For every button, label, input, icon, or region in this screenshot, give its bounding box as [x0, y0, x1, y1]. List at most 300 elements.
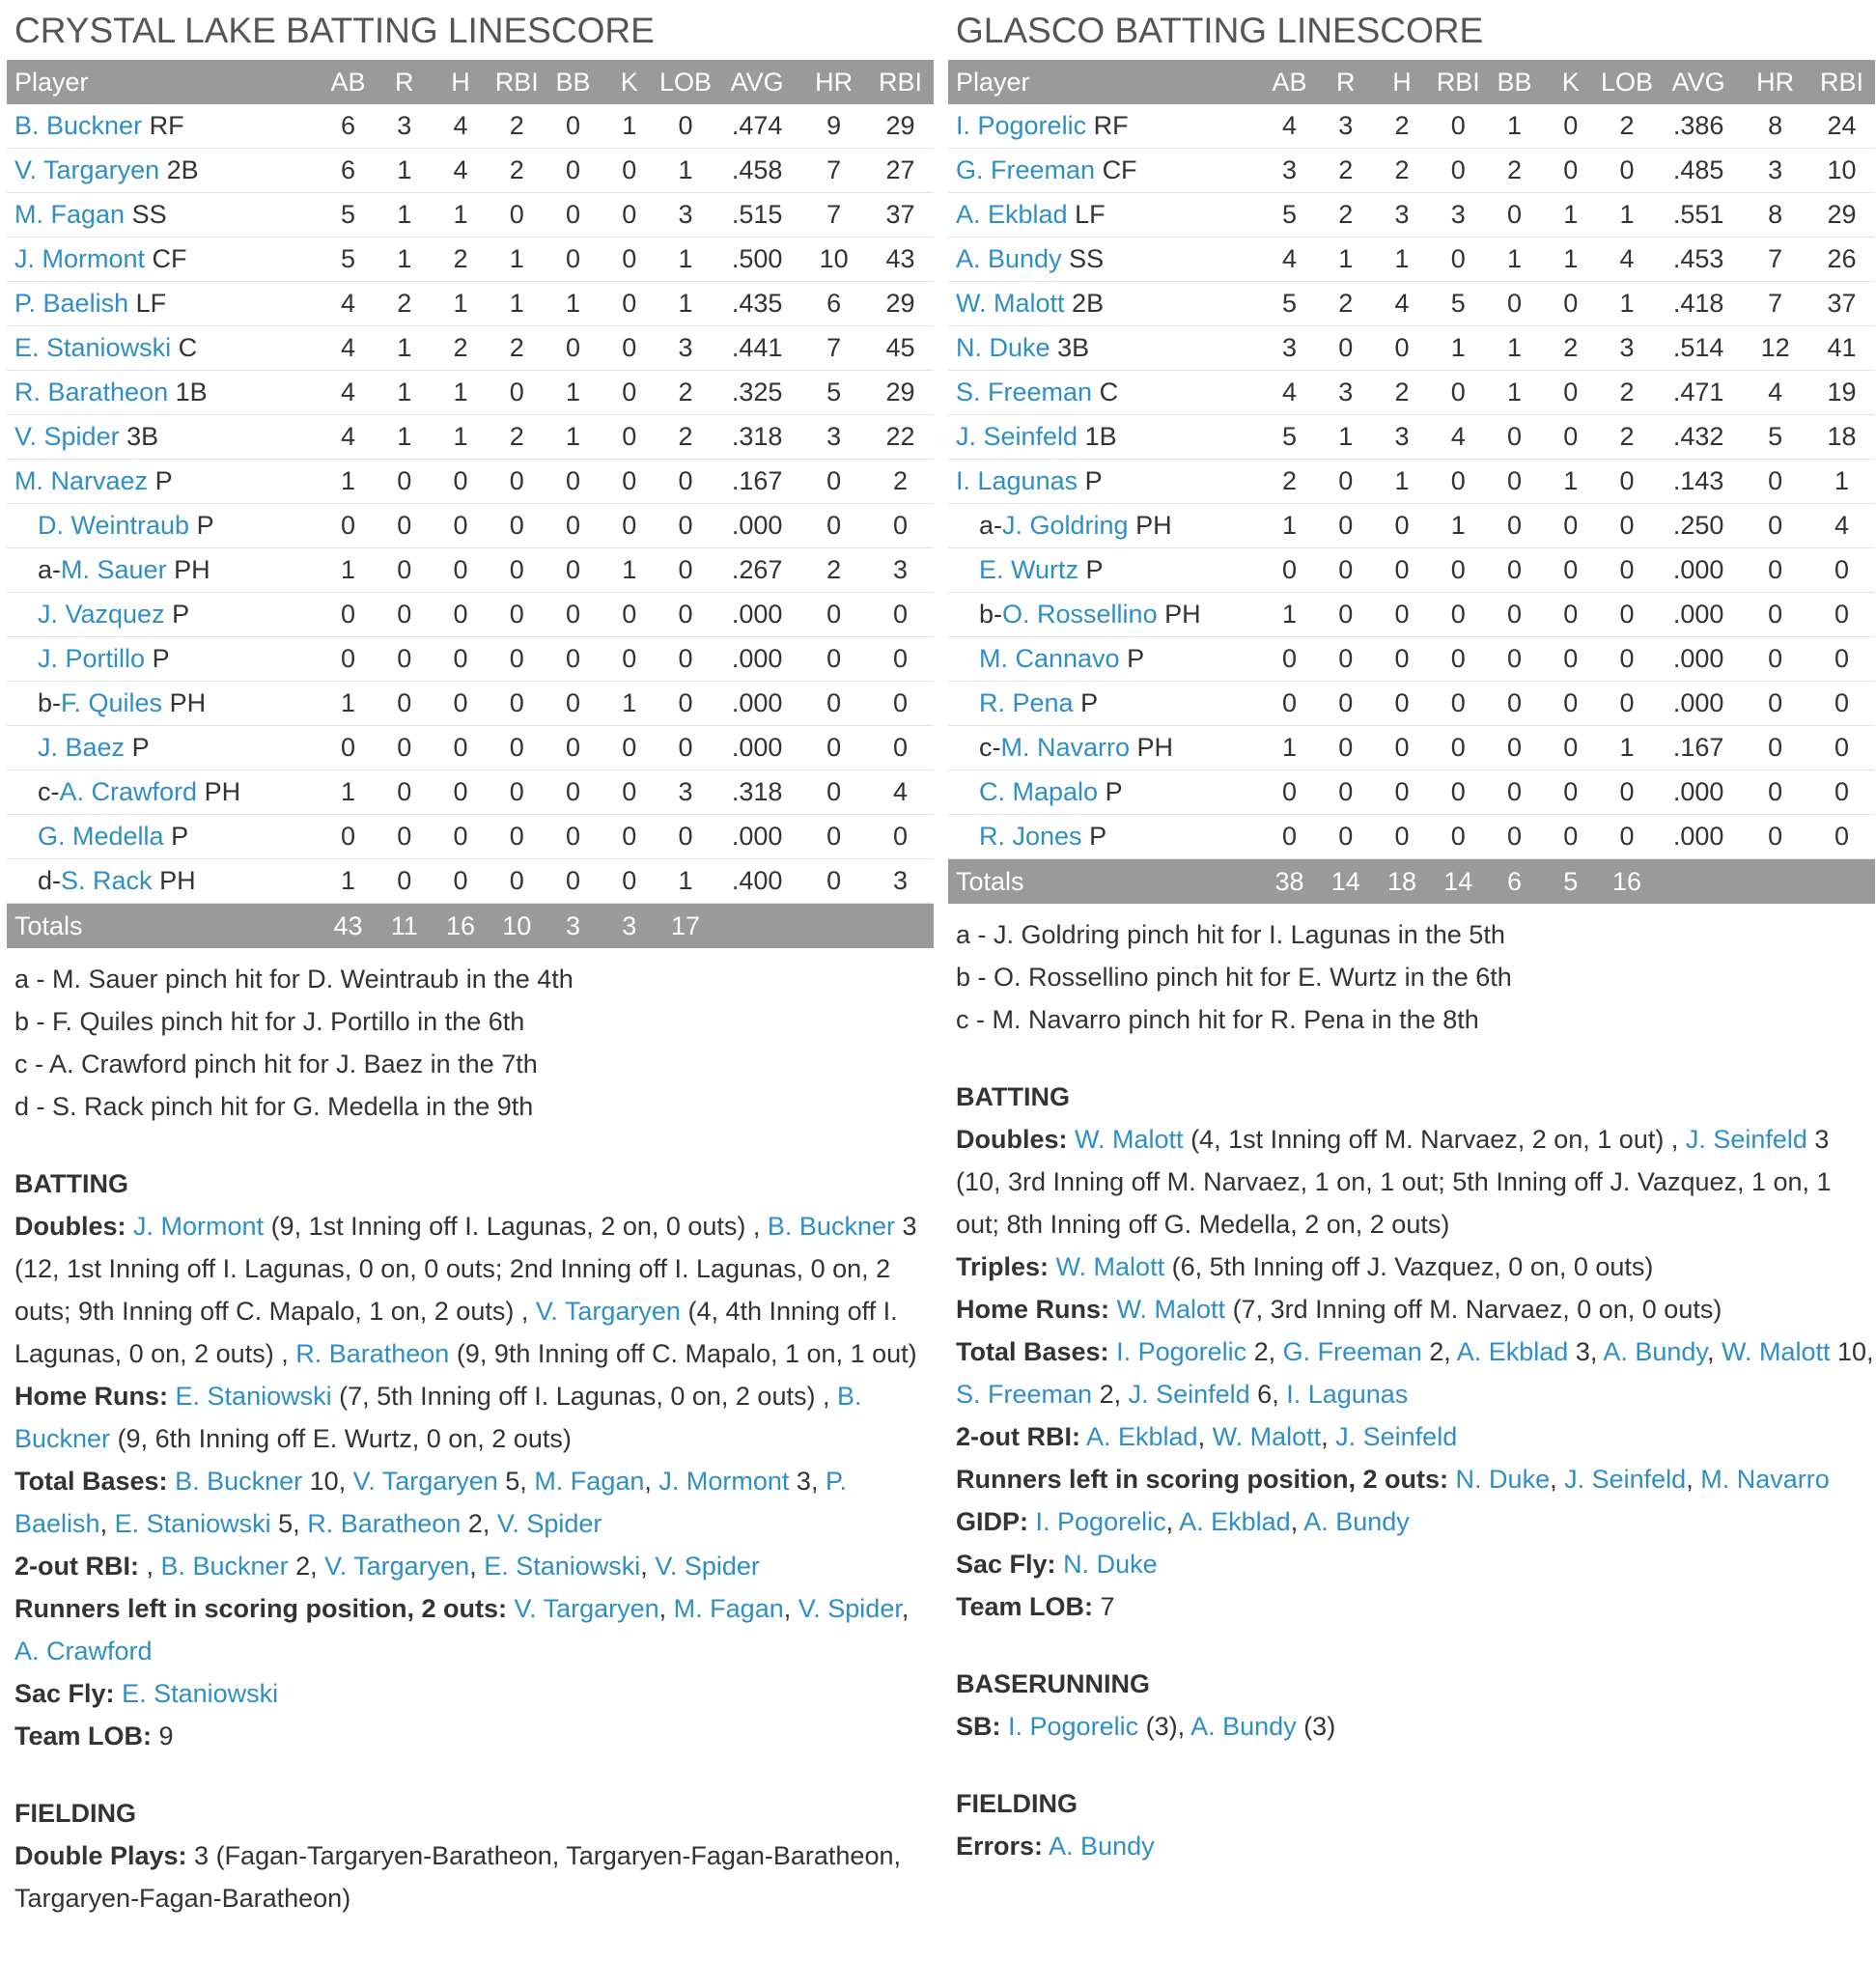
stat-cell: 1: [433, 415, 489, 460]
player-link[interactable]: J. Seinfeld: [1685, 1125, 1807, 1154]
player-link[interactable]: I. Pogorelic: [1035, 1507, 1166, 1536]
player-link[interactable]: J. Baez: [38, 733, 126, 762]
stat-cell: 5: [800, 371, 867, 415]
totals-cell: 18: [1374, 859, 1430, 905]
player-cell: [7, 726, 320, 770]
player-cell: [7, 104, 320, 149]
player-link[interactable]: M. Fagan: [534, 1467, 645, 1496]
stat-cell: 2: [1374, 149, 1430, 193]
stat-cell: .453: [1655, 238, 1742, 282]
stat-label: Home Runs:: [14, 1382, 169, 1411]
stat-cell: 0: [433, 460, 489, 504]
stat-cell: 0: [602, 504, 658, 548]
stat-cell: 7: [800, 326, 867, 371]
stat-sections: [948, 1076, 1875, 1867]
player-link[interactable]: B. Buckner: [14, 111, 143, 140]
stat-cell: 1: [377, 326, 433, 371]
player-link[interactable]: M. Cannavo: [979, 644, 1120, 673]
stat-text: (7, 3rd Inning off M. Narvaez, 0 on, 0 outs): [1225, 1295, 1722, 1324]
stat-cell: 0: [1430, 770, 1486, 815]
stat-line: [14, 1834, 934, 1919]
player-link[interactable]: A. Bundy: [1303, 1507, 1410, 1536]
stat-cell: 12: [1742, 326, 1808, 371]
player-link[interactable]: A. Ekblad: [1086, 1422, 1198, 1451]
stat-section: [948, 1782, 1875, 1867]
player-link[interactable]: V. Spider: [655, 1552, 760, 1581]
player-link[interactable]: A. Bundy: [956, 244, 1062, 273]
stat-section: [948, 1076, 1875, 1628]
stat-cell: 0: [1318, 548, 1374, 593]
stat-cell: .267: [714, 548, 800, 593]
stat-cell: 0: [433, 726, 489, 770]
stat-text: 3 (Fagan-Targaryen-Baratheon, Targaryen-Fagan-Baratheon, Targaryen-Fagan-Baratheon): [14, 1841, 901, 1913]
player-link[interactable]: W. Malott: [1055, 1252, 1165, 1281]
stat-cell: 0: [658, 104, 714, 149]
stat-cell: 18: [1808, 415, 1875, 460]
player-cell: [948, 371, 1261, 415]
stat-cell: 0: [489, 682, 545, 726]
stat-label: Sac Fly:: [14, 1679, 115, 1708]
stat-cell: 2: [1543, 326, 1599, 371]
stat-cell: 0: [1430, 238, 1486, 282]
stat-cell: 6: [320, 104, 376, 149]
player-row: [948, 770, 1875, 815]
stat-cell: 1: [1543, 238, 1599, 282]
stat-text: (7, 5th Inning off I. Lagunas, 0 on, 2 outs) ,: [331, 1382, 837, 1411]
stat-cell: .474: [714, 104, 800, 149]
table-header: [948, 60, 1875, 104]
stat-cell: 0: [1374, 593, 1430, 637]
player-link[interactable]: O. Rossellino: [1002, 600, 1158, 629]
stat-cell: 0: [377, 460, 433, 504]
stat-cell: 1: [433, 282, 489, 326]
stat-cell: 0: [602, 770, 658, 815]
stat-cell: 0: [1430, 815, 1486, 859]
player-row: [7, 859, 934, 904]
player-link[interactable]: E. Staniowski: [122, 1679, 279, 1708]
player-link[interactable]: N. Duke: [1063, 1550, 1158, 1579]
player-link[interactable]: S. Freeman: [956, 378, 1093, 406]
totals-label: Totals: [948, 859, 1261, 905]
player-link[interactable]: M. Navarro: [1000, 733, 1131, 762]
player-link[interactable]: V. Targaryen: [14, 155, 160, 184]
stat-text: (4, 4th Inning off I. Lagunas, 0 on, 2 outs) ,: [14, 1297, 898, 1368]
stat-sections: [7, 1162, 934, 1919]
player-row: [948, 371, 1875, 415]
stat-cell: 5: [1261, 282, 1317, 326]
player-link[interactable]: W. Malott: [1075, 1125, 1184, 1154]
stat-text: ,: [640, 1552, 656, 1581]
player-link[interactable]: A. Bundy: [1049, 1832, 1155, 1861]
stat-line: [956, 1330, 1875, 1415]
player-link[interactable]: E. Staniowski: [14, 333, 172, 362]
player-link[interactable]: F. Quiles: [61, 688, 163, 717]
team-title: CRYSTAL LAKE BATTING LINESCORE: [14, 11, 655, 50]
stat-text: 2,: [1246, 1337, 1283, 1366]
stat-cell: 5: [320, 238, 376, 282]
stat-cell: 1: [602, 104, 658, 149]
player-link[interactable]: N. Duke: [1455, 1465, 1551, 1494]
stat-text: ,: [901, 1594, 910, 1623]
stat-cell: 0: [1808, 637, 1875, 682]
player-row: [948, 815, 1875, 859]
stat-cell: 0: [1599, 815, 1655, 859]
stat-cell: 0: [1599, 460, 1655, 504]
player-link[interactable]: W. Malott: [1116, 1295, 1226, 1324]
player-link[interactable]: R. Baratheon: [14, 378, 169, 406]
stat-cell: 7: [800, 193, 867, 238]
stat-text: 2,: [1092, 1380, 1129, 1409]
player-row: [948, 504, 1875, 548]
player-link[interactable]: P. Baelish: [14, 1467, 847, 1538]
stat-cell: 29: [867, 371, 934, 415]
column-header: AB: [1272, 67, 1307, 97]
stat-text: 7: [1093, 1592, 1115, 1621]
stat-cell: 29: [1808, 193, 1875, 238]
stat-cell: 0: [1261, 637, 1317, 682]
stat-cell: 0: [800, 770, 867, 815]
pinch-hit-note: c - A. Crawford pinch hit for J. Baez in the 7th: [14, 1050, 538, 1078]
stat-cell: 0: [433, 859, 489, 904]
position: P: [172, 600, 190, 629]
stat-cell: 1: [1318, 415, 1374, 460]
stat-text: ,: [644, 1467, 659, 1496]
player-cell: [7, 815, 320, 859]
player-link[interactable]: I. Pogorelic: [1116, 1337, 1247, 1366]
stat-label: Runners left in scoring position, 2 outs:: [14, 1594, 508, 1623]
totals-cell: 5: [1543, 859, 1599, 905]
stat-cell: 0: [1808, 548, 1875, 593]
player-link[interactable]: C. Mapalo: [979, 777, 1099, 806]
position: P: [1080, 688, 1099, 717]
stat-cell: 4: [320, 415, 376, 460]
stat-text: [1028, 1507, 1036, 1536]
stat-cell: 0: [1318, 326, 1374, 371]
player-link[interactable]: E. Staniowski: [175, 1382, 332, 1411]
player-link[interactable]: A. Bundy: [1190, 1712, 1297, 1741]
stat-text: [1109, 1337, 1117, 1366]
player-row: [7, 104, 934, 149]
stat-cell: 0: [1261, 548, 1317, 593]
stat-cell: 0: [658, 460, 714, 504]
stat-cell: 3: [658, 770, 714, 815]
stat-line: [956, 1458, 1875, 1500]
player-row: [948, 726, 1875, 770]
stat-line: [956, 1118, 1875, 1246]
player-link[interactable]: M. Navarro: [1700, 1465, 1830, 1494]
stat-cell: 2: [1318, 193, 1374, 238]
stat-cell: 0: [377, 637, 433, 682]
stat-cell: 0: [489, 548, 545, 593]
player-row: [7, 815, 934, 859]
stat-cell: .441: [714, 326, 800, 371]
stat-cell: 10: [1808, 149, 1875, 193]
stat-label: GIDP:: [956, 1507, 1029, 1536]
stat-text: [1068, 1125, 1076, 1154]
stat-text: [126, 1212, 134, 1241]
position: PH: [204, 777, 241, 806]
player-link[interactable]: B. Buckner: [767, 1212, 895, 1241]
stat-cell: 1: [320, 859, 376, 904]
stat-text: 10,: [1830, 1337, 1874, 1366]
stat-text: [1056, 1550, 1064, 1579]
player-link[interactable]: J. Seinfeld: [1128, 1380, 1250, 1409]
stat-cell: 0: [1261, 770, 1317, 815]
pinch-hit-notes: [7, 958, 934, 1128]
player-link[interactable]: R. Baratheon: [307, 1509, 462, 1538]
stat-cell: 0: [602, 193, 658, 238]
player-link[interactable]: V. Targaryen: [352, 1467, 498, 1496]
player-link[interactable]: G. Freeman: [956, 155, 1096, 184]
stat-cell: 0: [1742, 637, 1808, 682]
player-link[interactable]: V. Spider: [496, 1509, 602, 1538]
player-row: [7, 282, 934, 326]
stat-cell: .386: [1655, 104, 1742, 149]
stat-cell: 0: [800, 859, 867, 904]
stat-line: [14, 1375, 934, 1460]
stat-line: [956, 1500, 1875, 1543]
section-title: BATTING: [14, 1169, 128, 1198]
player-link[interactable]: S. Rack: [61, 866, 153, 895]
stat-line: [14, 1715, 934, 1757]
stat-text: 3 (10, 3rd Inning off M. Narvaez, 1 on, 1 out; 5th Inning off J. Vazquez, 1 on, 1 out; 8th Inning off G. Medella, 2 on, 2 outs): [956, 1125, 1832, 1239]
column-header: RBI: [494, 67, 539, 97]
stat-cell: 0: [1486, 682, 1542, 726]
player-link[interactable]: R. Jones: [979, 822, 1082, 851]
stat-text: [1448, 1465, 1456, 1494]
player-link[interactable]: J. Seinfeld: [1564, 1465, 1687, 1494]
stat-cell: 1: [602, 682, 658, 726]
stat-cell: 24: [1808, 104, 1875, 149]
player-cell: [948, 726, 1261, 770]
stat-cell: 0: [1599, 149, 1655, 193]
player-cell: [7, 593, 320, 637]
stat-cell: 29: [867, 282, 934, 326]
stat-cell: 3: [867, 548, 934, 593]
player-link[interactable]: I. Lagunas: [956, 466, 1078, 495]
totals-cell: [1655, 859, 1742, 905]
stat-cell: 0: [1543, 371, 1599, 415]
player-link[interactable]: W. Malott: [956, 289, 1065, 318]
stat-cell: 2: [489, 326, 545, 371]
player-link[interactable]: G. Freeman: [1282, 1337, 1422, 1366]
stat-text: 5,: [497, 1467, 535, 1496]
stat-cell: 0: [545, 149, 601, 193]
stat-cell: 2: [489, 104, 545, 149]
column-header: LOB: [659, 67, 713, 97]
stat-cell: .000: [714, 682, 800, 726]
stat-cell: 0: [377, 770, 433, 815]
stat-cell: 1: [1261, 504, 1317, 548]
stat-cell: 1: [1486, 326, 1542, 371]
stat-cell: 3: [1430, 193, 1486, 238]
player-link[interactable]: P. Baelish: [14, 289, 129, 318]
player-link[interactable]: V. Spider: [798, 1594, 902, 1623]
stat-cell: 2: [1486, 149, 1542, 193]
player-link[interactable]: J. Goldring: [1002, 511, 1129, 540]
player-link[interactable]: W. Malott: [1721, 1337, 1831, 1366]
player-cell: [948, 770, 1261, 815]
player-link[interactable]: J. Vazquez: [38, 600, 165, 629]
player-link[interactable]: G. Medella: [38, 822, 164, 851]
player-link[interactable]: E. Staniowski: [484, 1552, 641, 1581]
stat-cell: 0: [1543, 682, 1599, 726]
column-header: HR: [815, 67, 854, 97]
player-link[interactable]: J. Mormont: [14, 244, 146, 273]
totals-cell: 3: [545, 904, 601, 949]
stat-cell: 4: [1742, 371, 1808, 415]
stat-cell: 0: [545, 726, 601, 770]
player-row: [7, 504, 934, 548]
player-link[interactable]: M. Fagan: [673, 1594, 784, 1623]
player-link[interactable]: J. Seinfeld: [956, 422, 1078, 451]
player-link[interactable]: N. Duke: [956, 333, 1050, 362]
stat-cell: 2: [433, 326, 489, 371]
stat-cell: 0: [1543, 104, 1599, 149]
stat-cell: 4: [1261, 238, 1317, 282]
position: LF: [1075, 200, 1106, 229]
stat-cell: 4: [433, 104, 489, 149]
totals-cell: [1808, 859, 1875, 905]
stat-cell: 1: [1808, 460, 1875, 504]
player-link[interactable]: A. Crawford: [14, 1637, 153, 1666]
player-row: [948, 282, 1875, 326]
player-link[interactable]: V. Spider: [14, 422, 120, 451]
player-link[interactable]: I. Pogorelic: [1008, 1712, 1139, 1741]
stat-cell: 0: [1742, 504, 1808, 548]
player-row: [7, 371, 934, 415]
stat-label: Triples:: [956, 1252, 1050, 1281]
stat-text: ,: [1706, 1337, 1722, 1366]
position: P: [152, 644, 170, 673]
player-link[interactable]: A. Ekblad: [1456, 1337, 1569, 1366]
stat-cell: 0: [1318, 504, 1374, 548]
stat-cell: .400: [714, 859, 800, 904]
stat-cell: 0: [867, 593, 934, 637]
player-link[interactable]: M. Narvaez: [14, 466, 149, 495]
stat-cell: 0: [1374, 504, 1430, 548]
stat-label: Total Bases:: [956, 1337, 1109, 1366]
player-link[interactable]: B. Buckner: [175, 1467, 303, 1496]
player-link[interactable]: M. Sauer: [61, 555, 167, 584]
player-link[interactable]: R. Baratheon: [295, 1339, 450, 1368]
player-cell: [948, 282, 1261, 326]
stat-cell: 4: [867, 770, 934, 815]
stat-cell: 0: [602, 859, 658, 904]
stat-cell: 0: [377, 815, 433, 859]
player-link[interactable]: S. Freeman: [956, 1380, 1093, 1409]
player-link[interactable]: B. Buckner: [14, 1382, 862, 1453]
player-cell: [7, 371, 320, 415]
player-link[interactable]: W. Malott: [1212, 1422, 1322, 1451]
player-link[interactable]: A. Crawford: [59, 777, 198, 806]
stat-cell: 0: [545, 637, 601, 682]
stat-cell: 0: [1374, 770, 1430, 815]
stat-cell: 3: [1742, 149, 1808, 193]
player-link[interactable]: A. Ekblad: [956, 200, 1068, 229]
totals-cell: [867, 904, 934, 949]
stat-cell: .000: [1655, 637, 1742, 682]
player-row: [948, 415, 1875, 460]
stat-cell: 0: [800, 682, 867, 726]
stat-cell: .000: [1655, 770, 1742, 815]
column-header: AVG: [1671, 67, 1725, 97]
stat-cell: .167: [1655, 726, 1742, 770]
position: PH: [174, 555, 210, 584]
player-link[interactable]: E. Wurtz: [979, 555, 1079, 584]
position: P: [154, 466, 173, 495]
stat-cell: 1: [1486, 238, 1542, 282]
player-link[interactable]: M. Fagan: [14, 200, 126, 229]
position: 1B: [1084, 422, 1117, 451]
player-link[interactable]: J. Mormont: [133, 1212, 265, 1241]
totals-cell: [1742, 859, 1808, 905]
stat-label: 2-out RBI:: [956, 1422, 1080, 1451]
player-cell: [948, 637, 1261, 682]
player-link[interactable]: I. Lagunas: [1286, 1380, 1409, 1409]
stat-cell: 0: [602, 460, 658, 504]
stat-text: ,: [469, 1552, 485, 1581]
stat-cell: 0: [545, 682, 601, 726]
totals-cell: 17: [658, 904, 714, 949]
stat-cell: 0: [867, 726, 934, 770]
player-link[interactable]: E. Staniowski: [114, 1509, 271, 1538]
stat-cell: .000: [1655, 682, 1742, 726]
player-link[interactable]: V. Targaryen: [535, 1297, 681, 1326]
stat-cell: 5: [1430, 282, 1486, 326]
position: RF: [149, 111, 184, 140]
stat-cell: 0: [1808, 682, 1875, 726]
player-link[interactable]: I. Pogorelic: [956, 111, 1087, 140]
stat-cell: 2: [867, 460, 934, 504]
player-link[interactable]: B. Buckner: [160, 1552, 289, 1581]
stat-cell: 0: [1430, 682, 1486, 726]
stat-cell: 0: [489, 593, 545, 637]
stat-cell: 4: [320, 282, 376, 326]
player-link[interactable]: D. Weintraub: [38, 511, 190, 540]
stat-label: Doubles:: [14, 1212, 126, 1241]
player-cell: [7, 415, 320, 460]
stat-cell: 0: [1599, 637, 1655, 682]
player-cell: [7, 859, 320, 904]
stat-line: [14, 1460, 934, 1545]
stat-text: ,: [1321, 1422, 1336, 1451]
player-row: [7, 193, 934, 238]
stat-cell: 3: [658, 326, 714, 371]
player-link[interactable]: A. Ekblad: [1179, 1507, 1291, 1536]
stat-cell: 0: [1486, 548, 1542, 593]
player-link[interactable]: J. Seinfeld: [1335, 1422, 1458, 1451]
stat-cell: 2: [489, 149, 545, 193]
stat-text: 3,: [1568, 1337, 1604, 1366]
stat-cell: 0: [602, 726, 658, 770]
column-header: LOB: [1601, 67, 1654, 97]
stat-cell: 0: [489, 371, 545, 415]
player-link[interactable]: R. Pena: [979, 688, 1074, 717]
stat-cell: 0: [433, 682, 489, 726]
stat-cell: 0: [1742, 726, 1808, 770]
stat-cell: 0: [602, 149, 658, 193]
player-link[interactable]: J. Mormont: [658, 1467, 790, 1496]
player-link[interactable]: V. Targaryen: [514, 1594, 659, 1623]
player-link[interactable]: V. Targaryen: [324, 1552, 470, 1581]
stat-cell: 1: [1599, 726, 1655, 770]
stat-line: [956, 1246, 1875, 1288]
player-link[interactable]: A. Bundy: [1603, 1337, 1707, 1366]
player-link[interactable]: J. Portillo: [38, 644, 146, 673]
stat-cell: 0: [1543, 770, 1599, 815]
totals-cell: [800, 904, 867, 949]
